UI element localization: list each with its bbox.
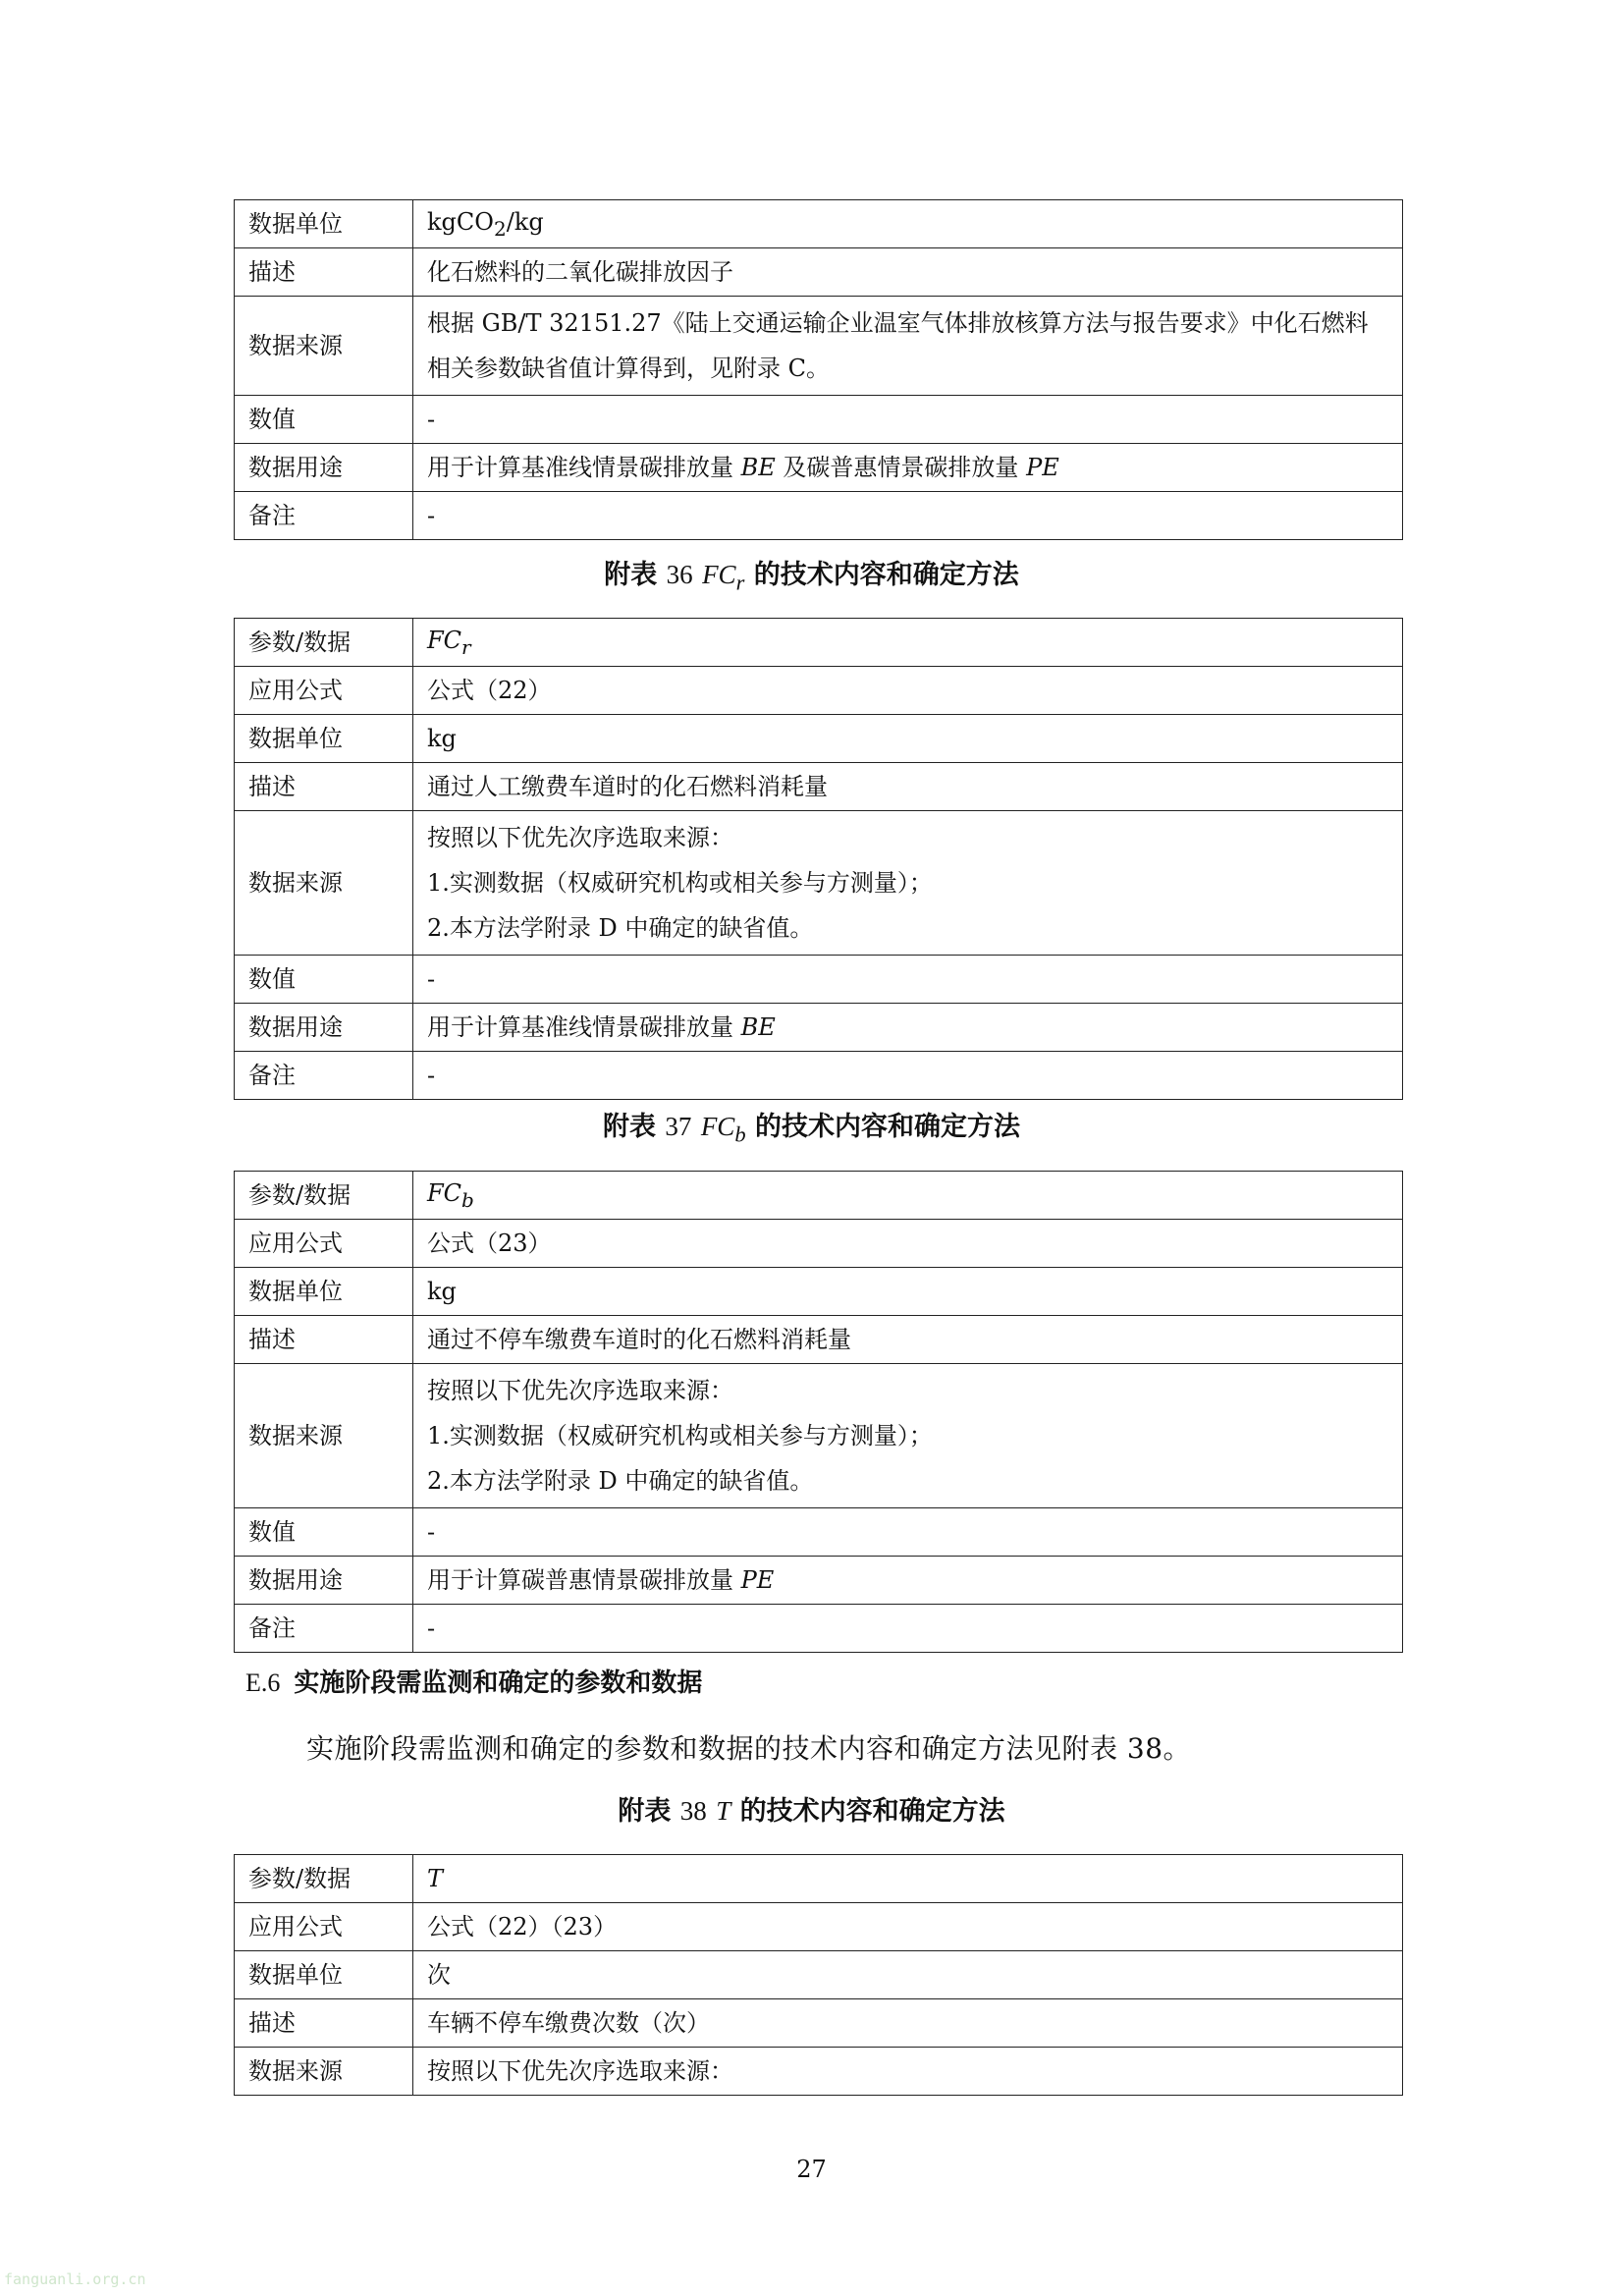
row-key: 数据单位 [235, 715, 413, 763]
row-key: 参数/数据 [235, 619, 413, 667]
table-row [235, 492, 1403, 540]
table-row [235, 715, 1403, 763]
row-value: 次 [413, 1951, 1403, 1999]
table-row [235, 1316, 1403, 1364]
row-value: 公式（22）（23） [413, 1903, 1403, 1951]
row-value: kg [413, 1268, 1403, 1316]
row-value: - [413, 396, 1403, 444]
body-paragraph: 实施阶段需监测和确定的参数和数据的技术内容和确定方法见附表 38。 [306, 1732, 1192, 1765]
value-line: 按照以下优先次序选取来源： [427, 1377, 733, 1404]
row-key: 描述 [235, 1999, 413, 2048]
row-value: kgCO$_2$/kg [413, 200, 1403, 248]
row-key: 参数/数据 [235, 1172, 413, 1220]
section-title: 实施阶段需监测和确定的参数和数据 [294, 1668, 703, 1698]
table-row [235, 444, 1403, 492]
row-value: 化石燃料的二氧化碳排放因子 [413, 248, 1403, 297]
row-key: 数据单位 [235, 1951, 413, 1999]
table-38-title [0, 1793, 1623, 1830]
row-key: 数据用途 [235, 444, 413, 492]
table-35-continued [234, 199, 1403, 540]
table-row [235, 297, 1403, 396]
table-row [235, 763, 1403, 811]
row-value: - [413, 492, 1403, 540]
symbol-base: FC [702, 560, 736, 589]
title-number: 38 [679, 1796, 707, 1826]
row-key: 描述 [235, 1316, 413, 1364]
table-row [235, 1004, 1403, 1052]
title-symbol [700, 1112, 746, 1147]
table-36 [234, 618, 1403, 1100]
symbol-subscript: r [735, 570, 745, 595]
value-line: 1.实测数据（权威研究机构或相关参与方测量）； [427, 869, 933, 897]
value-line: 按照以下优先次序选取来源： [427, 824, 733, 851]
table-row [235, 1951, 1403, 1999]
title-suffix: 的技术内容和确定方法 [739, 1796, 1005, 1827]
row-key: 数值 [235, 396, 413, 444]
value-line: 1.实测数据（权威研究机构或相关参与方测量）； [427, 1422, 933, 1449]
table-row [235, 667, 1403, 715]
watermark: fanguanli.org.cn [4, 2270, 146, 2288]
table-37 [234, 1171, 1403, 1653]
row-value: kg [413, 715, 1403, 763]
row-key: 数据单位 [235, 1268, 413, 1316]
row-key: 数据来源 [235, 811, 413, 956]
row-key: 数值 [235, 1508, 413, 1557]
row-value: 公式（23） [413, 1220, 1403, 1268]
table-row [235, 1172, 1403, 1220]
value-line: 相关参数缺省值计算得到，见附录 C。 [427, 355, 830, 382]
table-36-title [0, 557, 1623, 600]
row-value: - [413, 1052, 1403, 1100]
row-value: 用于计算碳普惠情景碳排放量 PE [413, 1557, 1403, 1605]
row-key: 备注 [235, 492, 413, 540]
row-key: 数据来源 [235, 2048, 413, 2096]
row-value: - [413, 1508, 1403, 1557]
row-value: $FC_r$ [413, 619, 1403, 667]
title-number: 37 [665, 1112, 692, 1141]
table-row [235, 1508, 1403, 1557]
row-key: 应用公式 [235, 1903, 413, 1951]
value-line: 2.本方法学附录 D 中确定的缺省值。 [427, 1467, 814, 1495]
table-37-title [0, 1109, 1623, 1152]
table-row [235, 1605, 1403, 1653]
table-row [235, 811, 1403, 956]
row-key: 应用公式 [235, 667, 413, 715]
row-value: - [413, 956, 1403, 1004]
row-key: 数据来源 [235, 1364, 413, 1508]
table-row [235, 1364, 1403, 1508]
table-row [235, 1557, 1403, 1605]
row-value: - [413, 1605, 1403, 1653]
table-row [235, 248, 1403, 297]
row-key: 数值 [235, 956, 413, 1004]
section-number: E.6 [245, 1668, 281, 1697]
title-prefix: 附表 [618, 1796, 672, 1827]
row-value: 用于计算基准线情景碳排放量 BE [413, 1004, 1403, 1052]
title-prefix: 附表 [604, 560, 658, 590]
table-row [235, 619, 1403, 667]
row-value [413, 811, 1403, 956]
table-row [235, 2048, 1403, 2096]
row-key: 参数/数据 [235, 1855, 413, 1903]
table-row [235, 1903, 1403, 1951]
symbol-base: FC [700, 1112, 735, 1141]
title-suffix: 的技术内容和确定方法 [754, 1112, 1020, 1142]
row-key: 描述 [235, 763, 413, 811]
row-value: 按照以下优先次序选取来源： [413, 2048, 1403, 2096]
row-value: 通过人工缴费车道时的化石燃料消耗量 [413, 763, 1403, 811]
row-value [413, 297, 1403, 396]
table-38 [234, 1854, 1403, 2096]
table-row [235, 1268, 1403, 1316]
title-prefix: 附表 [603, 1112, 656, 1142]
row-value: 车辆不停车缴费次数（次） [413, 1999, 1403, 2048]
row-value: 公式（22） [413, 667, 1403, 715]
table-row [235, 200, 1403, 248]
table-row [235, 1052, 1403, 1100]
row-key: 数据用途 [235, 1004, 413, 1052]
row-key: 备注 [235, 1605, 413, 1653]
value-line: 根据 GB/T 32151.27《陆上交通运输企业温室气体排放核算方法与报告要求》中化石燃料 [427, 309, 1369, 337]
table-row [235, 1855, 1403, 1903]
row-value: 通过不停车缴费车道时的化石燃料消耗量 [413, 1316, 1403, 1364]
section-heading [245, 1666, 702, 1701]
row-key: 描述 [235, 248, 413, 297]
table-row [235, 396, 1403, 444]
table-row [235, 1999, 1403, 2048]
symbol-subscript: b [734, 1121, 746, 1147]
title-suffix: 的技术内容和确定方法 [753, 560, 1019, 590]
row-key: 备注 [235, 1052, 413, 1100]
table-row [235, 956, 1403, 1004]
row-value [413, 1364, 1403, 1508]
value-line: 2.本方法学附录 D 中确定的缺省值。 [427, 914, 814, 942]
page-number: 27 [796, 2156, 827, 2183]
title-symbol: T [716, 1796, 731, 1826]
table-row [235, 1220, 1403, 1268]
row-key: 数据单位 [235, 200, 413, 248]
title-number: 36 [666, 560, 693, 589]
row-value: T [413, 1855, 1403, 1903]
title-symbol [702, 560, 745, 595]
row-value: 用于计算基准线情景碳排放量 BE 及碳普惠情景碳排放量 PE [413, 444, 1403, 492]
row-key: 数据来源 [235, 297, 413, 396]
row-key: 应用公式 [235, 1220, 413, 1268]
row-key: 数据用途 [235, 1557, 413, 1605]
row-value: $FC_b$ [413, 1172, 1403, 1220]
